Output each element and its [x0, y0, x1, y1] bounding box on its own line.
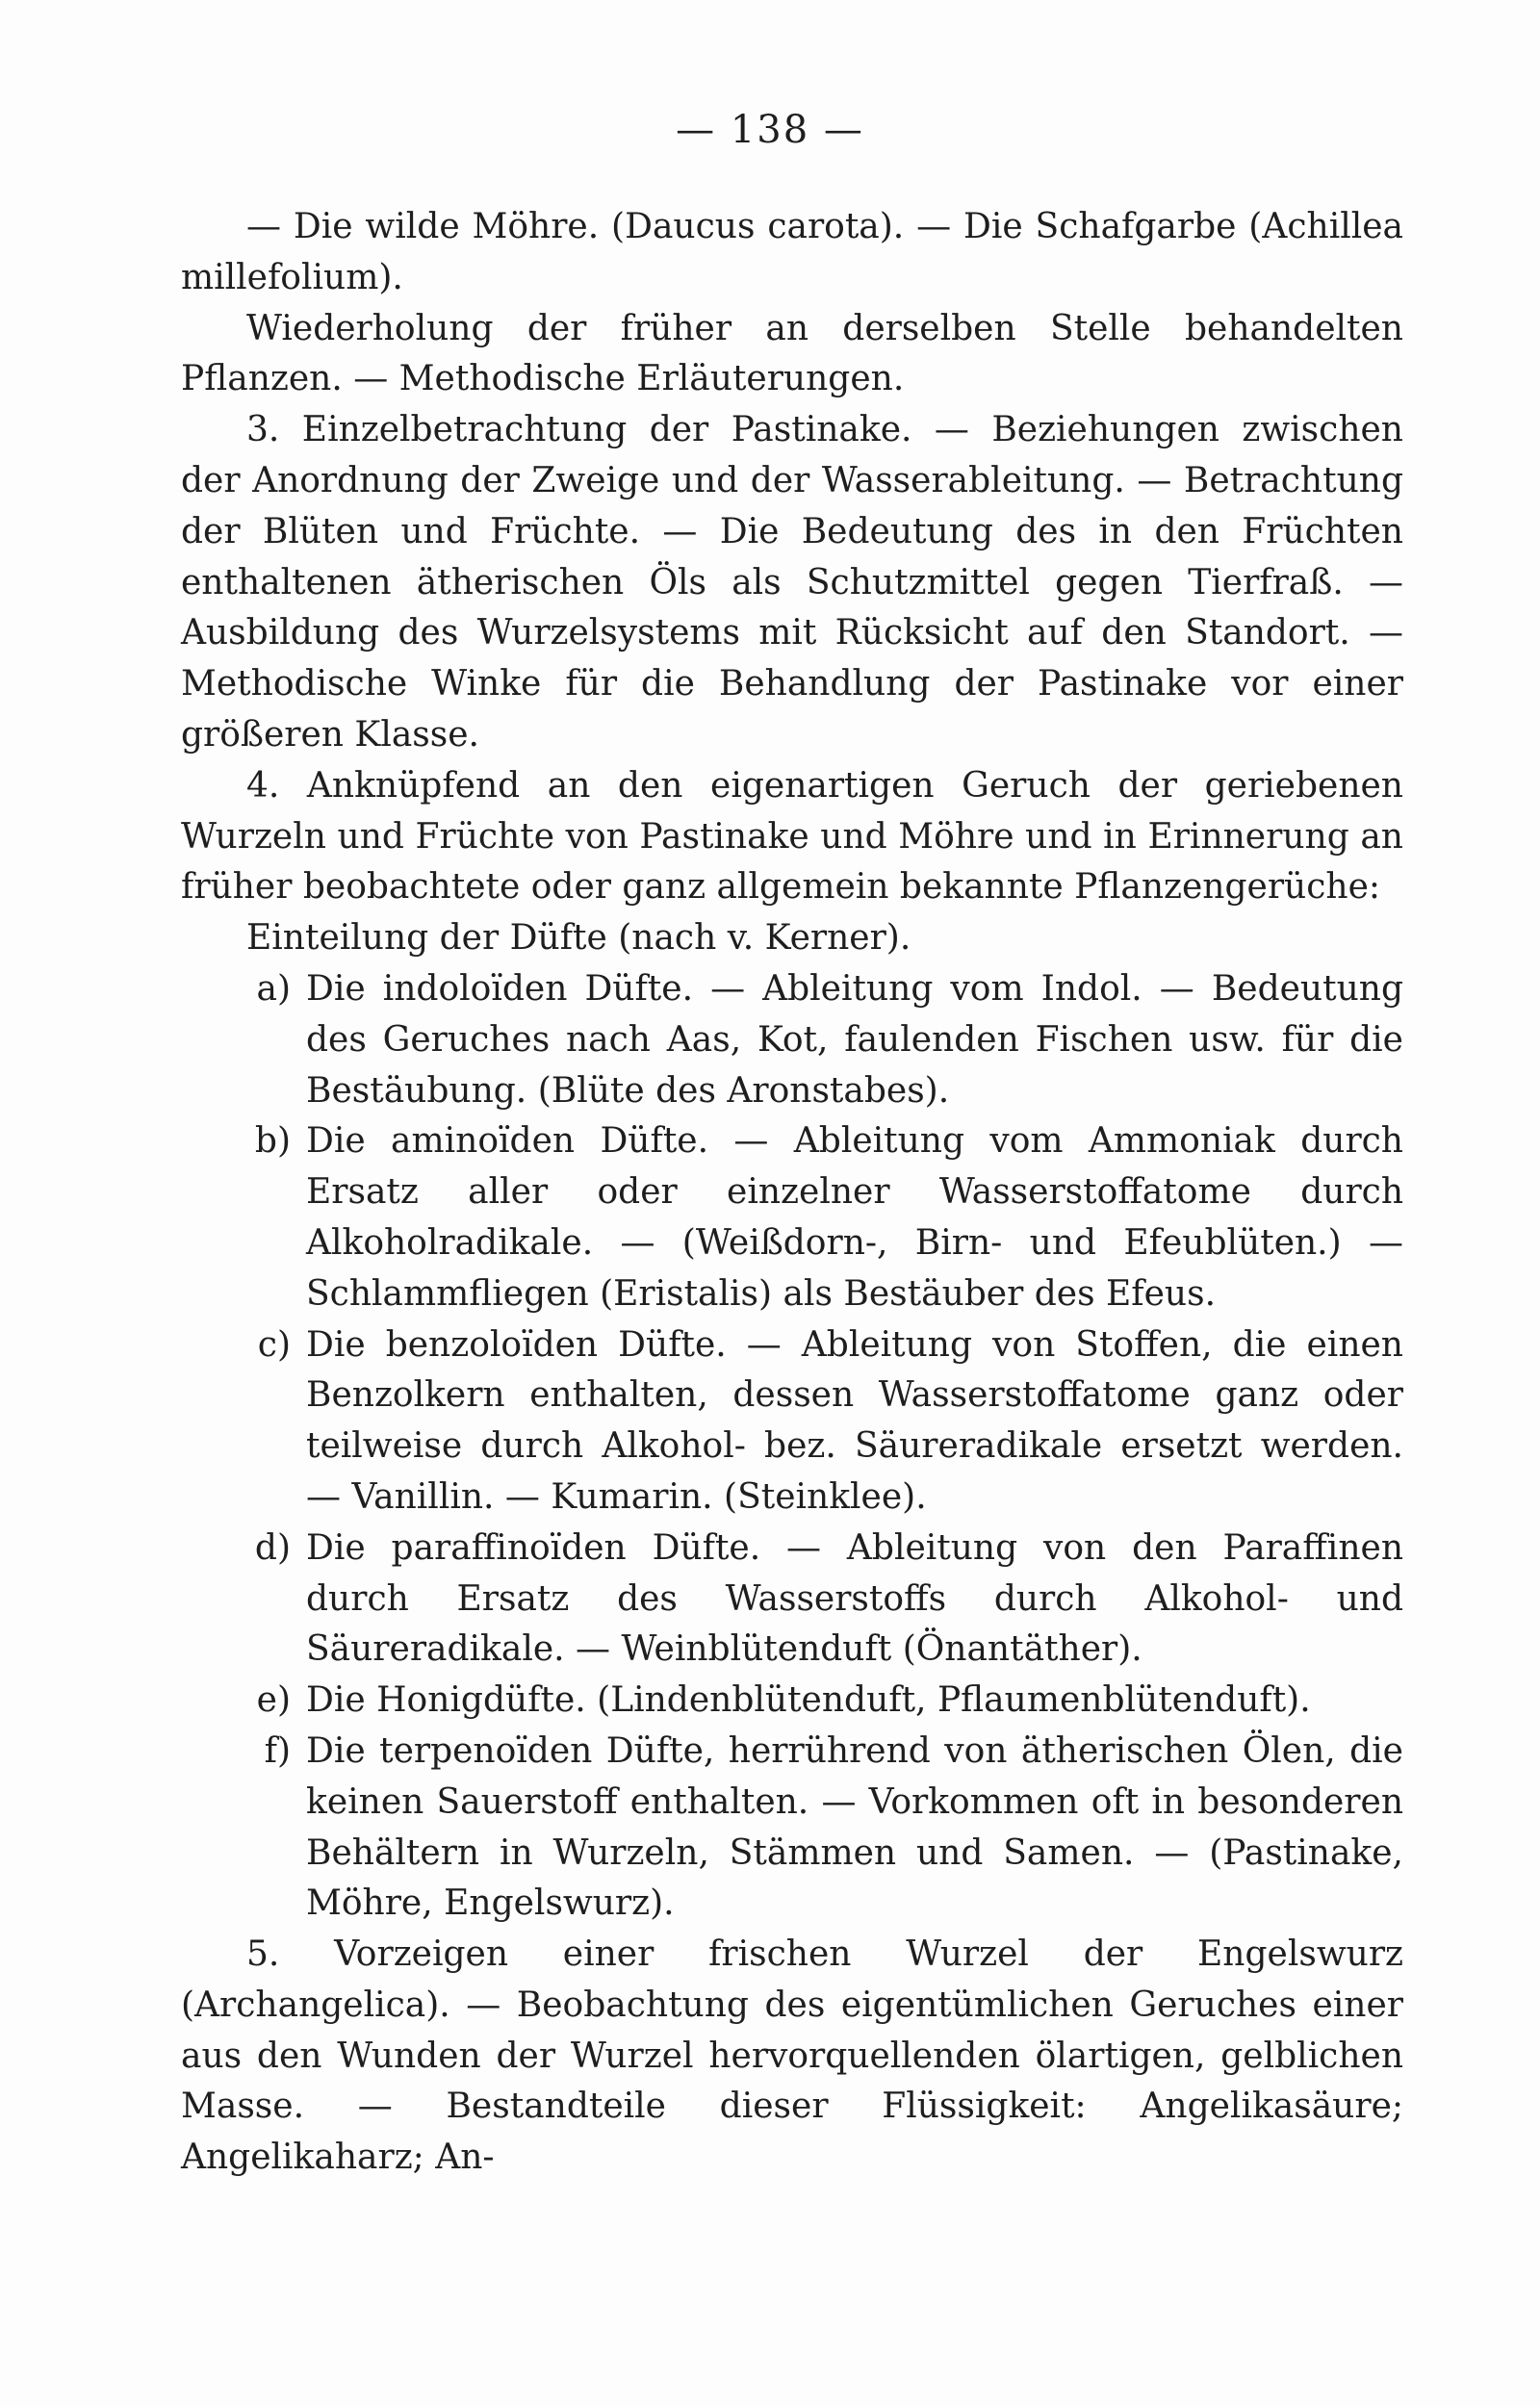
list-item-f	[181, 1727, 1403, 1930]
paragraph-angelica: 5. Vorzeigen einer frischen Wurzel der Engelswurz (Archangelica). — Beobachtung des eigentümlichen Geruches einer aus den Wunden der Wurzel hervorquellenden ölartigen, gelblichen Masse. — Bestandteile dieser Flüssigkeit: Angelikasäure; Angelikaharz; An-	[181, 1934, 1403, 2178]
list-item-d	[181, 1524, 1403, 1676]
body-text	[181, 202, 1403, 2184]
list-item-a	[181, 964, 1403, 1116]
paragraph-repetition: Wiederholung der früher an derselben Stelle behandelten Pflanzen. — Methodische Erläuterungen.	[181, 308, 1403, 399]
paragraph-odor-intro: 4. Anknüpfend an den eigenartigen Geruch der geriebenen Wurzeln und Früchte von Pastinake und Möhre und in Erinnerung an früher beobachtete oder ganz allgemein bekannte Pflanzengerüche:	[181, 765, 1403, 908]
paragraph-wild-carrot: — Die wilde Möhre. (Daucus carota). — Die Schafgarbe (Achillea millefolium).	[181, 207, 1403, 297]
list-label: e)	[256, 1680, 291, 1721]
paragraph-parsnip: 3. Einzelbetrachtung der Pastinake. — Beziehungen zwischen der Anordnung der Zweige und der Wasserableitung. — Betrachtung der Blüten und Früchte. — Die Bedeutung des in den Früchten enthaltenen ätherischen Öls als Schutzmittel gegen Tierfraß. — Ausbildung des Wurzelsystems mit Rücksicht auf den Standort. — Methodische Winke für die Behandlung der Pastinake vor einer größeren Klasse.	[181, 410, 1403, 755]
page-number: — 138 —	[676, 108, 864, 152]
list-item-e	[181, 1676, 1403, 1727]
list-text: Die benzoloïden Düfte. — Ableitung von Stoffen, die einen Benzolkern enthalten, dessen Wasserstoffatome ganz oder teilweise durch Alkohol- bez. Säureradikale ersetzt werden. — Vanillin. — Kumarin. (Steinklee).	[306, 1324, 1403, 1517]
paragraph-classification: Einteilung der Düfte (nach v. Kerner).	[246, 918, 911, 959]
list-text: Die indoloïden Düfte. — Ableitung vom Indol. — Bedeutung des Geruches nach Aas, Kot, faulenden Fischen usw. für die Bestäubung. (Blüte des Aronstabes).	[306, 968, 1403, 1111]
list-item-b	[181, 1116, 1403, 1319]
list-label: d)	[254, 1527, 291, 1568]
list-label: c)	[257, 1324, 291, 1365]
list-text: Die aminoïden Düfte. — Ableitung vom Ammoniak durch Ersatz aller oder einzelner Wasserstoffatome durch Alkoholradikale. — (Weißdorn-, Birn- und Efeublüten.) — Schlammfliegen (Eristalis) als Bestäuber des Efeus.	[306, 1121, 1403, 1314]
list-item-c	[181, 1320, 1403, 1524]
list-label: b)	[254, 1121, 291, 1162]
list-text: Die Honigdüfte. (Lindenblütenduft, Pflaumenblütenduft).	[306, 1680, 1311, 1721]
list-label: f)	[264, 1730, 291, 1771]
list-text: Die paraffinoïden Düfte. — Ableitung von den Paraffinen durch Ersatz des Wasserstoffs durch Alkohol- und Säureradikale. — Weinblütenduft (Önantäther).	[306, 1527, 1403, 1670]
list-text: Die terpenoïden Düfte, herrührend von ätherischen Ölen, die keinen Sauerstoff enthalten. — Vorkommen oft in besonderen Behältern in Wurzeln, Stämmen und Samen. — (Pastinake, Möhre, Engelswurz).	[306, 1730, 1403, 1924]
list-label: a)	[256, 968, 291, 1009]
